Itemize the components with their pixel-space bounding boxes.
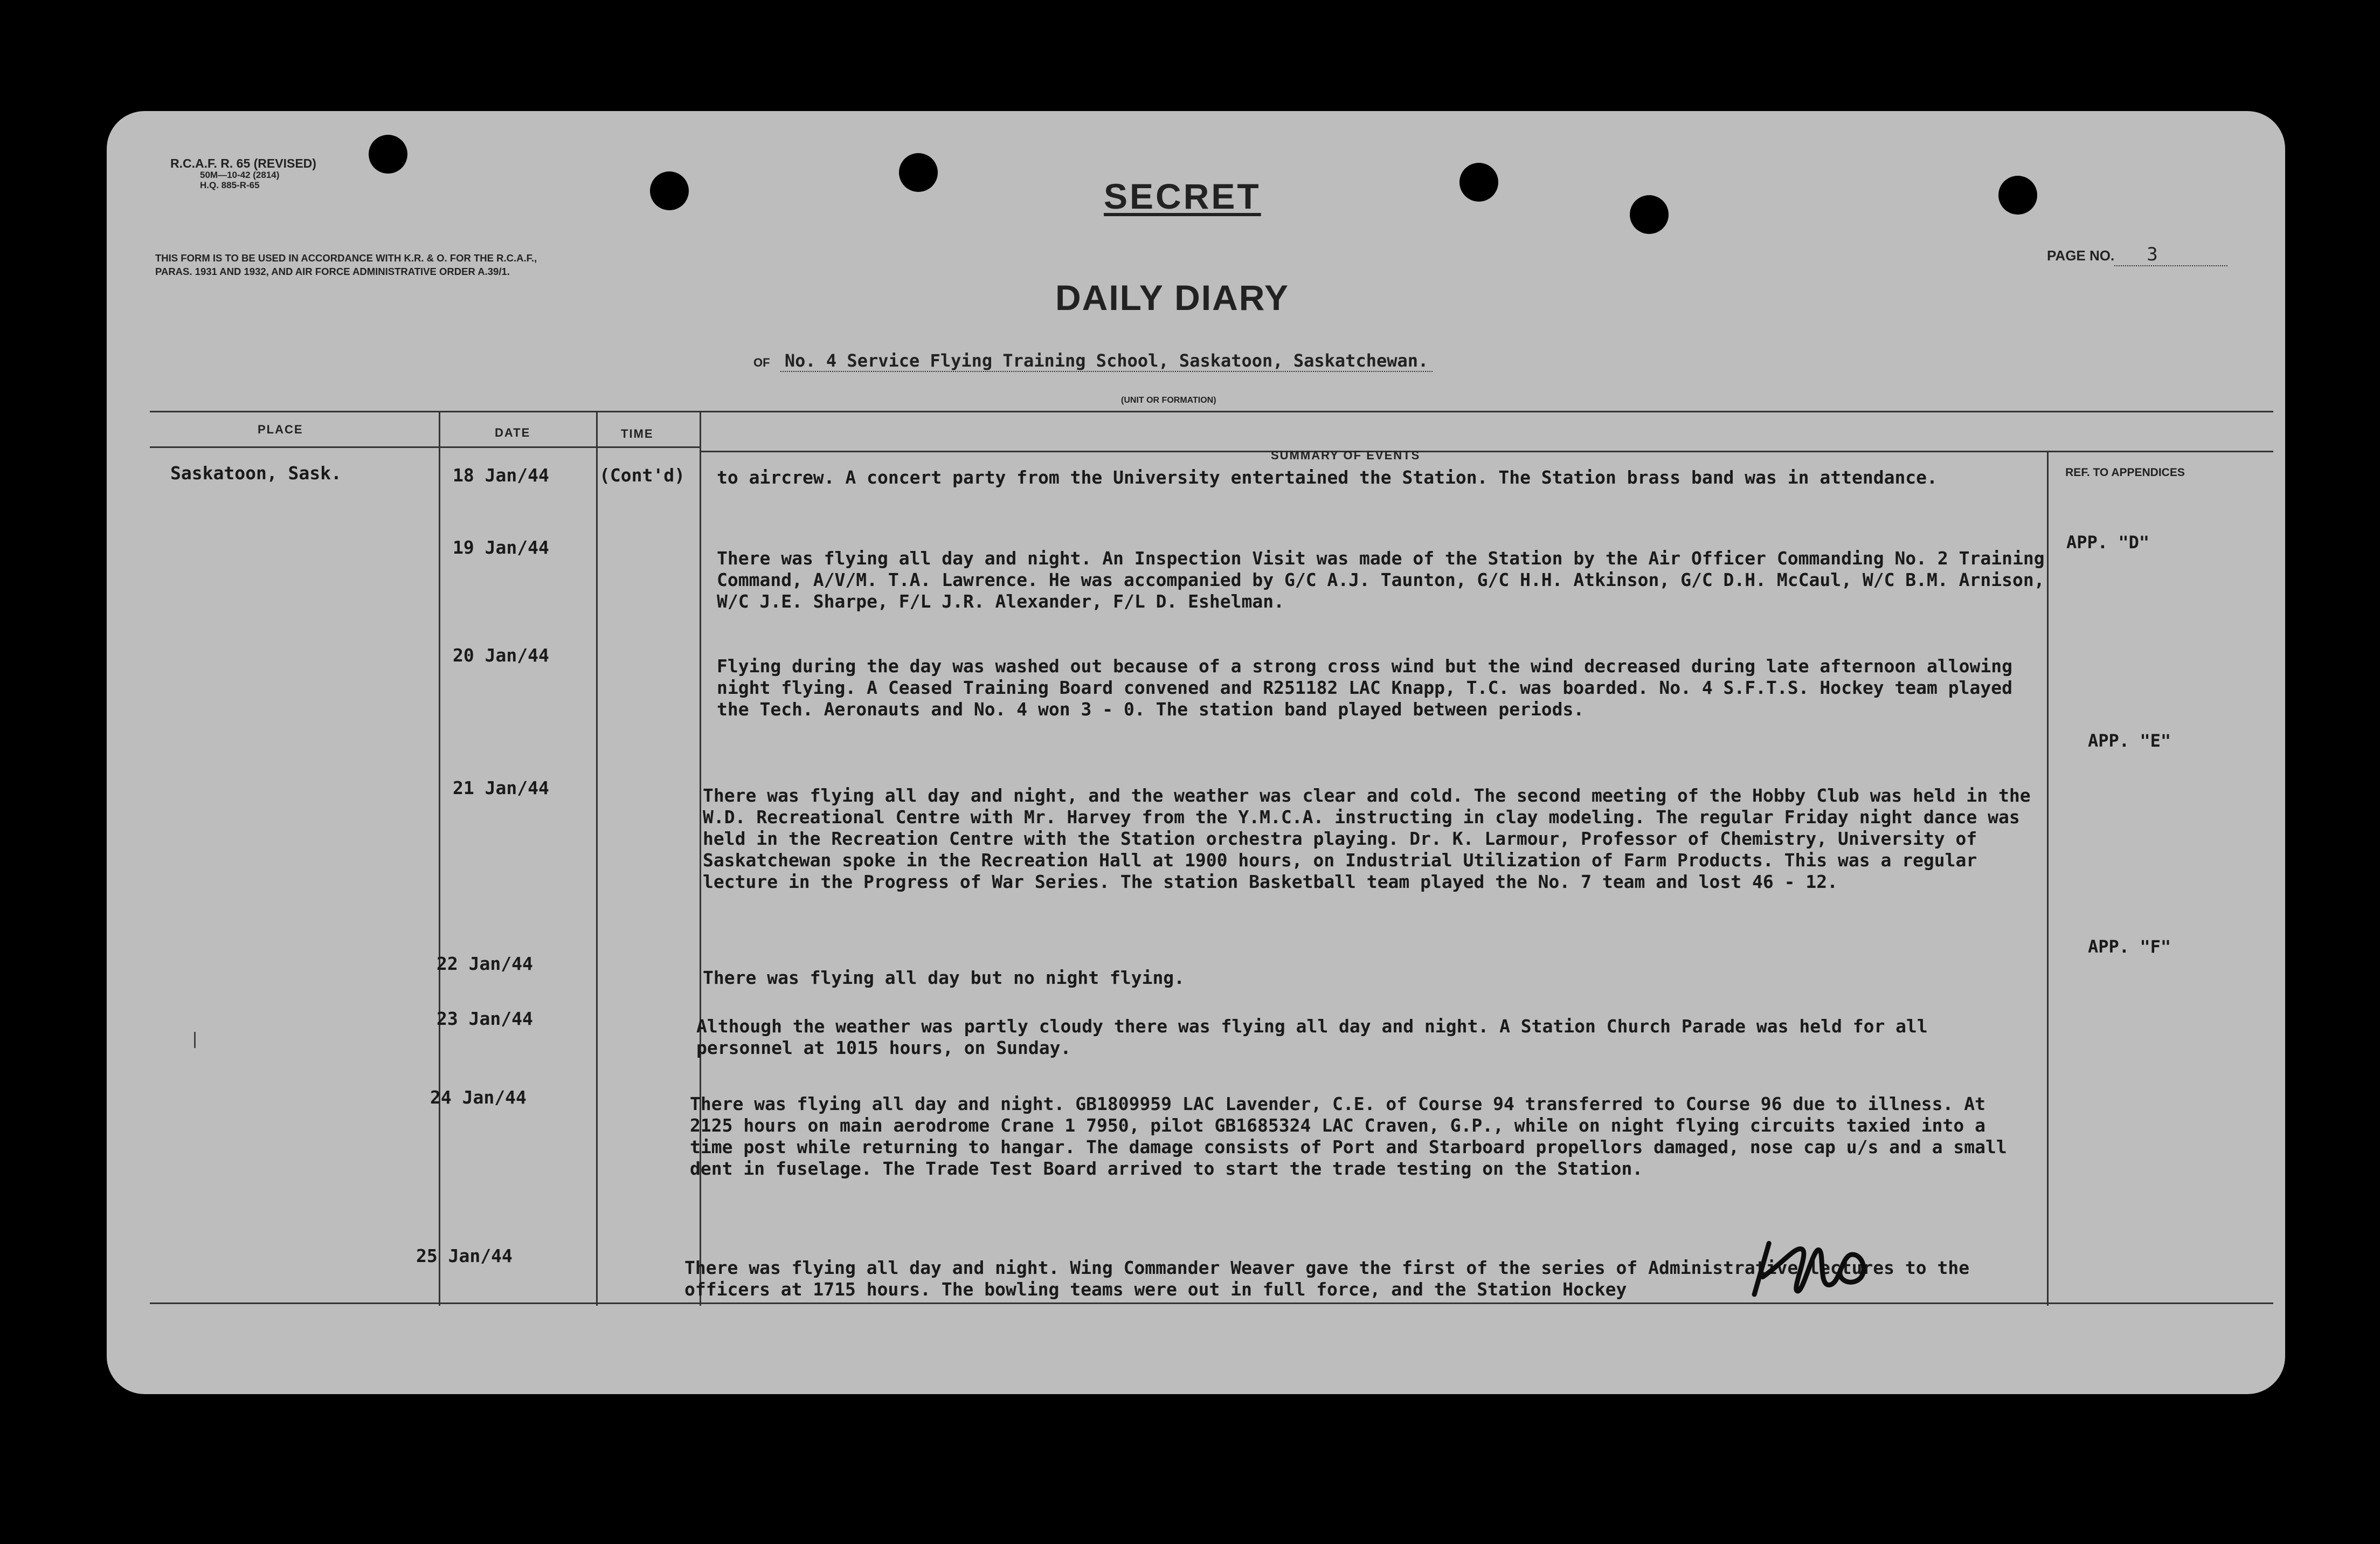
table-top-rule xyxy=(150,411,2273,412)
form-code xyxy=(170,157,316,190)
entry-date: 22 Jan/44 xyxy=(437,953,533,974)
entry-appendix-ref: APP. "F" xyxy=(2088,936,2171,957)
unit-caption: (UNIT OR FORMATION) xyxy=(1121,396,1216,405)
column-header-place: PLACE xyxy=(258,423,303,436)
pencil-mark xyxy=(194,1032,196,1048)
classification-heading: SECRET xyxy=(1104,176,1261,216)
column-header-time: TIME xyxy=(621,427,654,440)
unit-field xyxy=(753,350,1433,371)
entry-date: 19 Jan/44 xyxy=(453,537,549,558)
column-header-ref: REF. TO APPENDICES xyxy=(2065,466,2185,479)
table-bottom-rule xyxy=(150,1302,2273,1304)
punch-hole xyxy=(1459,163,1498,202)
punch-hole xyxy=(650,171,689,210)
entry-appendix-ref: APP. "D" xyxy=(2066,532,2150,553)
header-rule xyxy=(700,451,2273,452)
form-code-line: R.C.A.F. R. 65 (REVISED) xyxy=(170,156,316,170)
place-value: Saskatoon, Sask. xyxy=(170,463,342,484)
header-rule xyxy=(150,446,700,448)
page-number-field xyxy=(2047,244,2227,266)
page-number-value: 3 xyxy=(2114,244,2227,266)
form-code-line: H.Q. 885-R-65 xyxy=(200,180,260,190)
entry-appendix-ref: APP. "E" xyxy=(2088,730,2171,751)
column-divider xyxy=(439,411,440,1306)
entry-summary: Flying during the day was washed out because of a strong cross wind but the wind decreased during late afternoon allowing night flying. A Ceased Training Board convened and R251182 LAC Knapp, T.C. was boarded. No. 4 S.F.T.S. Hockey team played the Tech. Aeronauts and No. 4 won 3 - 0. The station band played between periods. xyxy=(717,656,2012,720)
document-title: DAILY DIARY xyxy=(1055,278,1289,318)
entry-date: 23 Jan/44 xyxy=(437,1008,533,1029)
entry-date: 25 Jan/44 xyxy=(416,1245,513,1266)
punch-hole xyxy=(1630,195,1669,234)
entry-date: 18 Jan/44 xyxy=(453,465,549,486)
column-divider xyxy=(596,411,598,1306)
entry-summary: There was flying all day and night. Wing Commander Weaver gave the first of the series of Administrative lectures to the officers at 1715 hours. The bowling teams were out in full force, and the Station Hockey xyxy=(684,1257,1970,1300)
entry-summary: There was flying all day but no night flying. xyxy=(703,967,1185,988)
column-header-date: DATE xyxy=(495,426,531,439)
entry-summary: Although the weather was partly cloudy there was flying all day and night. A Station Church Parade was held for all personnel at 1015 hours, on Sunday. xyxy=(696,1016,1928,1058)
punch-hole xyxy=(899,153,938,192)
unit-label: OF xyxy=(753,356,770,369)
punch-hole xyxy=(1998,176,2037,215)
entry-summary: There was flying all day and night, and the weather was clear and cold. The second meeting of the Hobby Club was held in the W.D. Recreational Centre with Mr. Harvey from the Y.M.C.A. instructing in clay modeling. The regular Friday night dance was held in the Recreation Centre with the Station orchestra playing. Dr. K. Larmour, Professor of Chemistry, University of Saskatchewan spoke in the Recreation Hall at 1900 hours, on Industrial Utilization of Farm Products. This was a regular lecture in the Progress of War Series. The station Basketball team played the No. 7 team and lost 46 - 12. xyxy=(703,785,2031,892)
diary-sheet xyxy=(107,111,2285,1394)
entry-date: 21 Jan/44 xyxy=(453,777,549,798)
entry-date: 20 Jan/44 xyxy=(453,645,549,666)
entry-summary: to aircrew. A concert party from the University entertained the Station. The Station brass band was in attendance. xyxy=(717,467,1938,488)
unit-value: No. 4 Service Flying Training School, Saskatoon, Saskatchewan. xyxy=(780,350,1433,372)
column-header-summary: SUMMARY OF EVENTS xyxy=(1271,449,1421,462)
form-usage-note: THIS FORM IS TO BE USED IN ACCORDANCE WITH K.R. & O. FOR THE R.C.A.F., PARAS. 1931 AND 1932, AND AIR FORCE ADMINISTRATIVE ORDER A.39/1. xyxy=(155,252,537,277)
entry-date: 24 Jan/44 xyxy=(430,1087,527,1108)
page-number-label: PAGE NO. xyxy=(2047,247,2115,264)
entry-time: (Cont'd) xyxy=(599,465,685,486)
entry-summary: There was flying all day and night. An Inspection Visit was made of the Station by the Air Officer Commanding No. 2 Training Command, A/V/M. T.A. Lawrence. He was accompanied by G/C A.J. Taunton, G/C H.H. Atkinson, G/C D.H. McCaul, W/C B.M. Arnison, W/C J.E. Sharpe, F/L J.R. Alexander, F/L D. Eshelman. xyxy=(717,548,2045,612)
punch-hole xyxy=(369,135,407,174)
entry-summary: There was flying all day and night. GB1809959 LAC Lavender, C.E. of Course 94 transferred to Course 96 due to illness. At 2125 hours on main aerodrome Crane 1 7950, pilot GB1685324 LAC Craven, G.P., while on night flying circuits taxied into a time post while returning to hangar. The damage consists of Port and Starboard propellors damaged, nose cap u/s and a small dent in fuselage. The Trade Test Board arrived to start the trade testing on the Station. xyxy=(690,1093,2007,1179)
form-code-line: 50M—10-42 (2814) xyxy=(200,170,280,180)
